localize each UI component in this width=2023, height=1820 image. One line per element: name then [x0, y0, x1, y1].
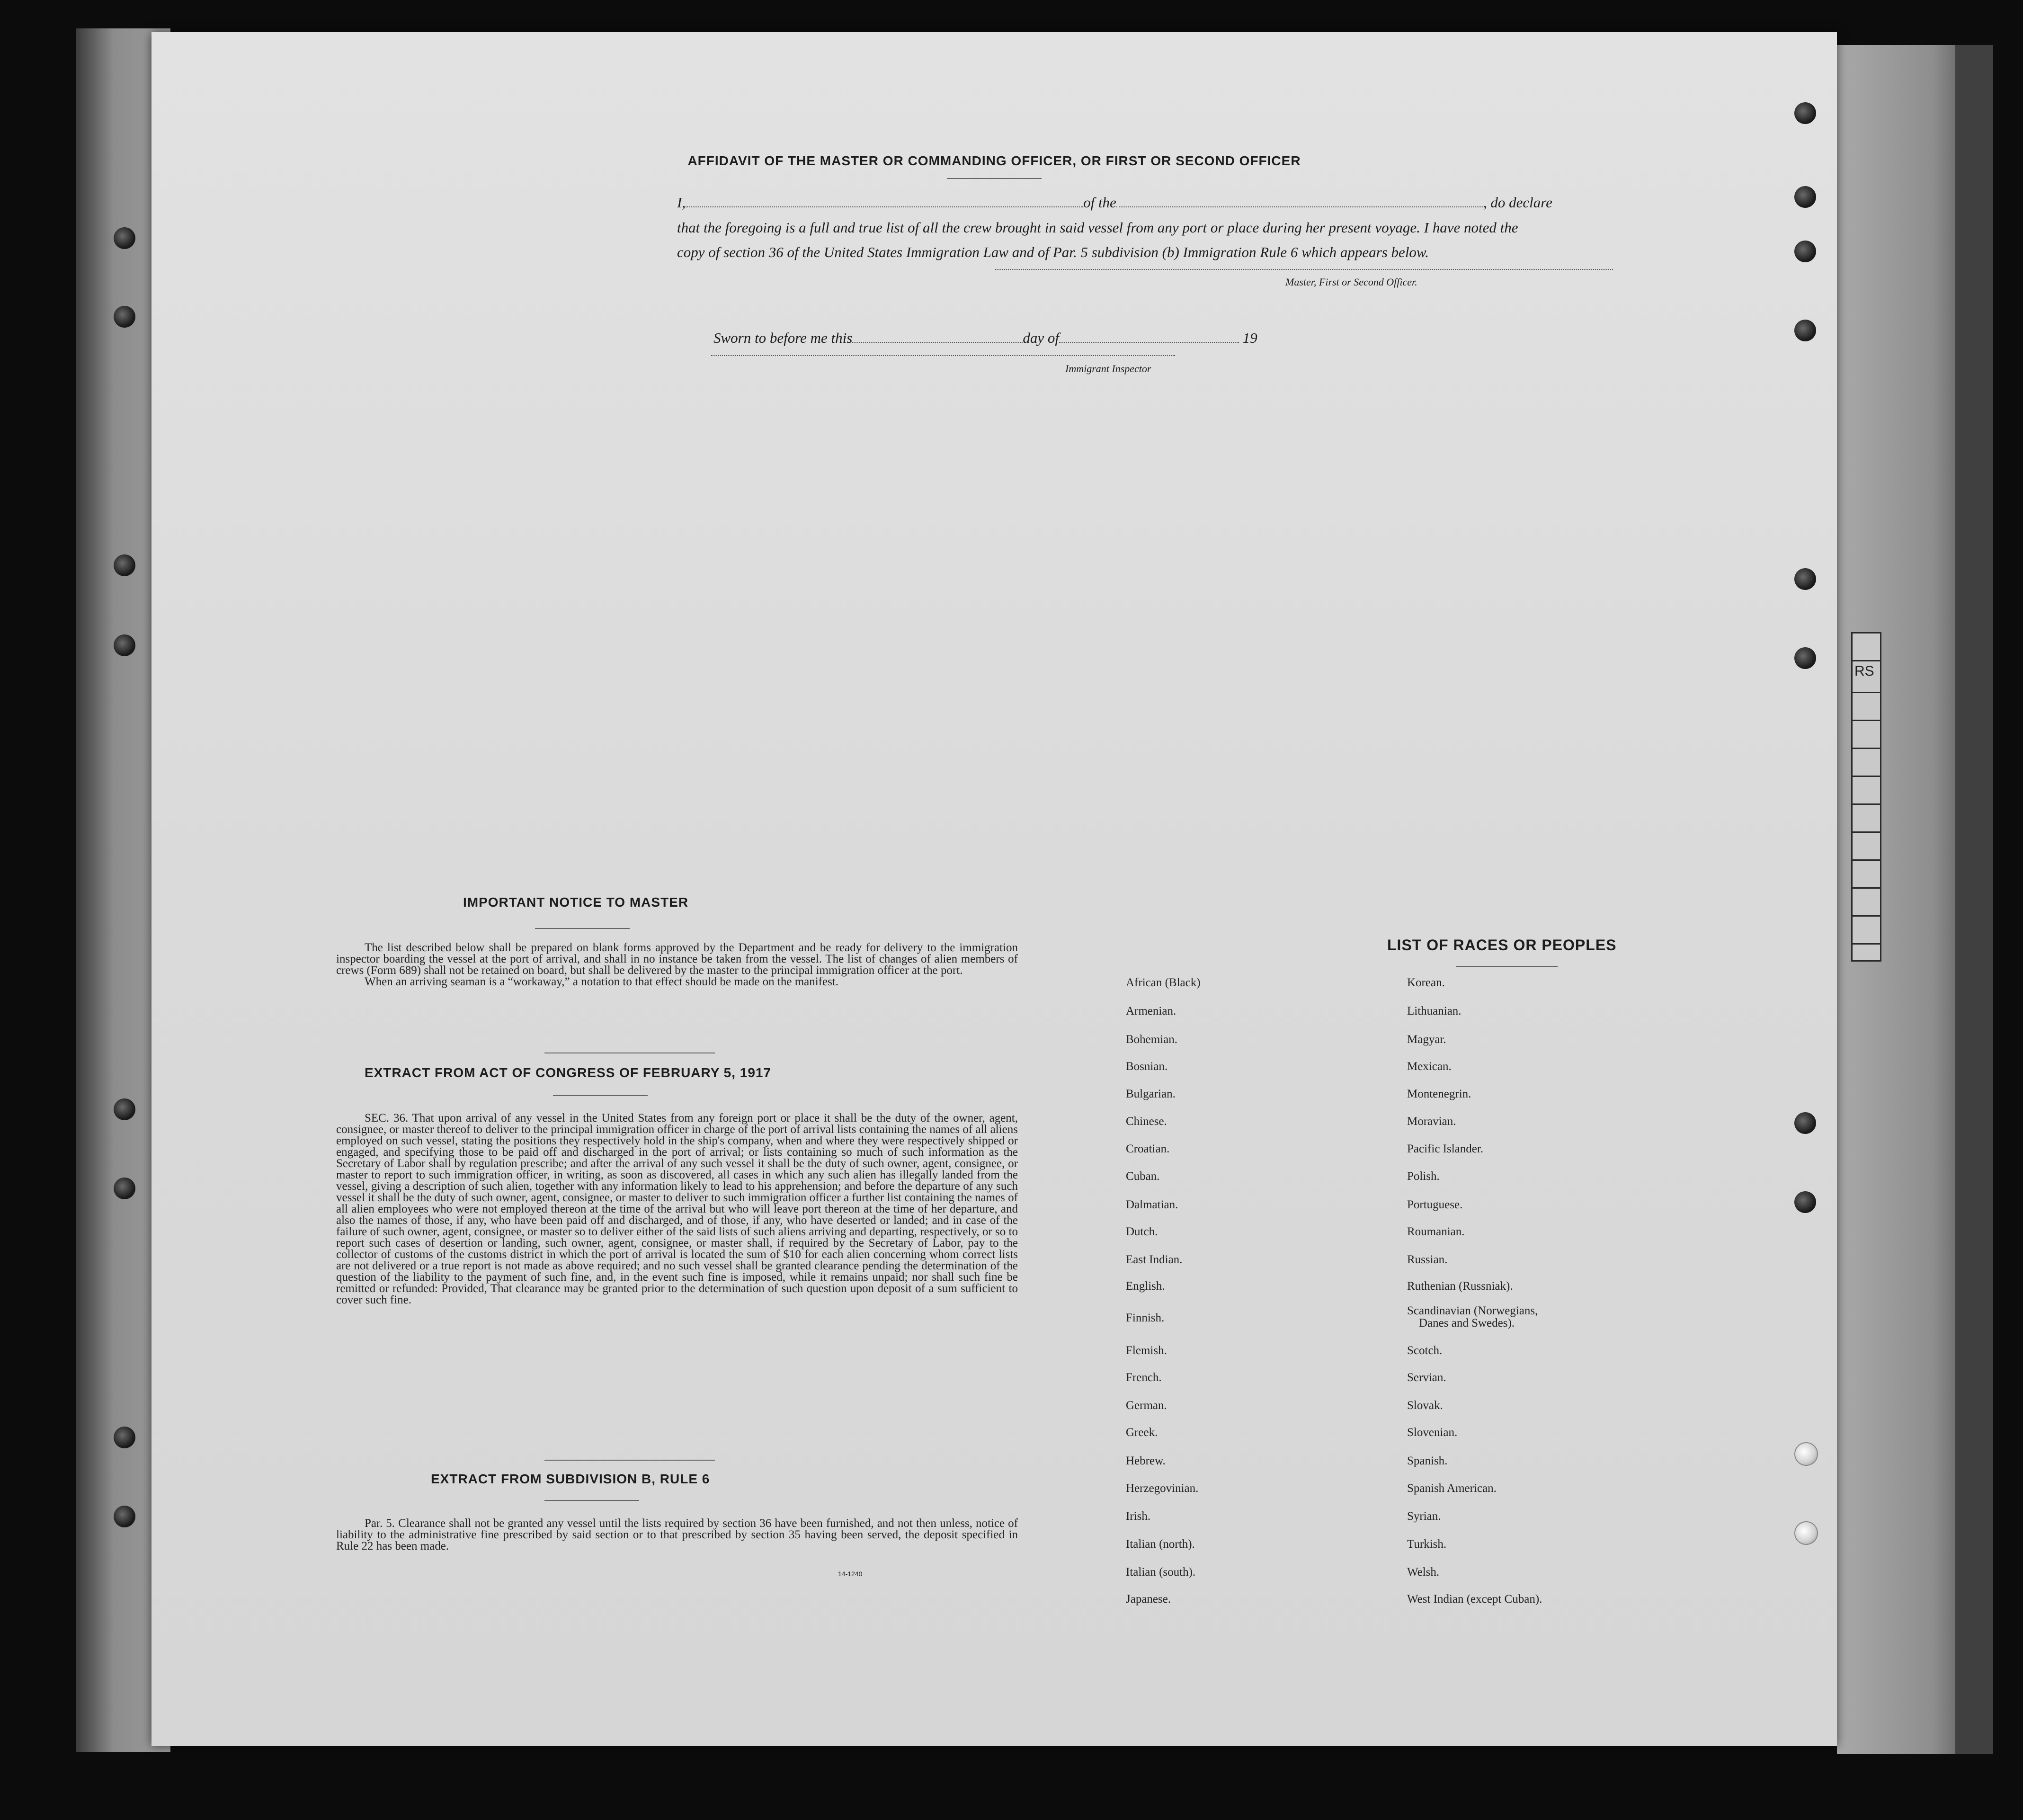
ledger-tab-mark: RS	[1853, 661, 1880, 693]
race-entry: Dalmatian.	[1126, 1198, 1178, 1211]
punch-hole	[1794, 1191, 1816, 1213]
race-entry: Bulgarian.	[1126, 1088, 1176, 1100]
race-entry: Hebrew.	[1126, 1454, 1166, 1467]
rule-title: EXTRACT FROM SUBDIVISION B, RULE 6	[431, 1472, 710, 1486]
sworn-day-of: day of	[1023, 330, 1059, 346]
affidavit-line-3: copy of section 36 of the United States Immigration Law and of Par. 5 subdivision (b) Immigration Rule 6 which appears below.	[677, 244, 1429, 260]
race-entry: Welsh.	[1407, 1566, 1440, 1579]
race-entry: Lithuanian.	[1407, 1005, 1462, 1017]
race-entry: Finnish.	[1126, 1311, 1165, 1324]
race-entry: Italian (north).	[1126, 1538, 1195, 1551]
races-rule	[1456, 966, 1558, 967]
race-entry: Pacific Islander.	[1407, 1142, 1484, 1155]
punch-hole	[1794, 1112, 1816, 1134]
master-caption: Master, First or Second Officer.	[1285, 276, 1417, 288]
race-entry: Spanish.	[1407, 1454, 1448, 1467]
act-text	[336, 1113, 1018, 1306]
notice-paragraph-2: When an arriving seaman is a “workaway,” a notation to that effect should be made on the manifest.	[365, 975, 839, 988]
sworn-year: 19	[1242, 330, 1257, 346]
punch-hole	[114, 1506, 135, 1527]
punch-hole	[1794, 186, 1816, 208]
race-entry: Syrian.	[1407, 1510, 1441, 1523]
race-entry: Moravian.	[1407, 1115, 1456, 1128]
punch-hole	[1794, 1521, 1818, 1545]
punch-hole	[114, 1178, 135, 1199]
race-entry: Cuban.	[1126, 1170, 1160, 1183]
rule-text	[336, 1518, 1018, 1552]
race-entry: Montenegrin.	[1407, 1088, 1471, 1100]
race-entry: Slovenian.	[1407, 1426, 1458, 1439]
race-entry: West Indian (except Cuban).	[1407, 1593, 1542, 1606]
title-rule	[947, 178, 1042, 179]
affidavit-declare-label: , do declare	[1483, 194, 1552, 211]
affidavit-i-label: I,	[677, 194, 686, 211]
background-board-edge	[1955, 45, 1993, 1754]
ledger-tab-strip	[1851, 632, 1881, 962]
race-entry: French.	[1126, 1371, 1162, 1384]
race-entry: Turkish.	[1407, 1538, 1447, 1551]
notice-rule	[535, 928, 630, 929]
race-entry: Portuguese.	[1407, 1198, 1463, 1211]
manifest-page	[152, 32, 1837, 1746]
master-signature-line[interactable]	[995, 268, 1613, 270]
punch-hole	[1794, 647, 1816, 669]
race-entry: Herzegovinian.	[1126, 1482, 1199, 1495]
act-bottom-rule	[544, 1460, 715, 1461]
act-title: EXTRACT FROM ACT OF CONGRESS OF FEBRUARY 5, 1917	[365, 1065, 772, 1080]
race-entry: Korean.	[1407, 976, 1445, 989]
punch-hole	[1794, 320, 1816, 341]
race-entry: Dutch.	[1126, 1225, 1158, 1238]
sworn-line	[713, 330, 1257, 347]
vessel-blank[interactable]	[1116, 206, 1483, 207]
race-entry: Chinese.	[1126, 1115, 1167, 1128]
race-entry: Servian.	[1407, 1371, 1446, 1384]
race-entry: Scandinavian (Norwegians, Danes and Swedes).	[1407, 1304, 1538, 1329]
affidavit-declaration-line	[677, 194, 1617, 211]
inspector-signature-line[interactable]	[711, 354, 1175, 356]
race-entry: Scotch.	[1407, 1344, 1443, 1357]
race-entry: Slovak.	[1407, 1399, 1443, 1412]
race-entry: Spanish American.	[1407, 1482, 1497, 1495]
race-entry: African (Black)	[1126, 976, 1201, 989]
act-section-36: SEC. 36. That upon arrival of any vessel in the United States from any foreign port or place it shall be the duty of the owner, agent, consignee, or master thereof to deliver to the principal immigration officer in charge of the port of arrival lists containing the names of all aliens employed on such vessel, stating the positions they respectively hold in the ship's company, when and where they were respectively shipped or engaged, and specifying those to be paid off and discharged in the port of arrival; or lists containing so much of such information as the Secretary of Labor shall by regulation prescribe; and after the arrival of any such vessel it shall be the duty of such owner, agent, consignee, or master to report to such immigration officer, in writing, as soon as discovered, all cases in which any such alien has illegally landed from the vessel, giving a description of such alien, together with any information likely to lead to his apprehension; and before the departure of any such vessel it shall be the duty of such owner, agent, consignee, or master to deliver to such immigration officer a further list containing the names of all alien employees who were not employed thereon at the time of the arrival but who will leave port thereon at the time of her departure, and also the names of those, if any, who have been paid off and discharged, and of those, if any, who have deserted or landed; and in case of the failure of such owner, agent, consignee, or master so to deliver either of the said lists of such aliens arriving and departing, respectively, or so to report such cases of desertion or landing, such owner, agent, consignee, or master shall, if required by the Secretary of Labor, pay to the collector of customs of the customs district in which the port of arrival is located the sum of $10 for each alien concerning whom correct lists are not delivered or a true report is not made as above required; and no such vessel shall be granted clearance pending the determination of the question of the liability to the payment of such fine, and, in the event such fine is imposed, while it remains unpaid; nor shall such fine be remitted or refunded: Provided, That clearance may be granted prior to the determination of such question upon deposit of a sum sufficient to cover such fine.	[336, 1112, 1018, 1306]
punch-hole	[114, 306, 135, 328]
race-entry: Greek.	[1126, 1426, 1158, 1439]
punch-hole	[1794, 568, 1816, 590]
race-entry: Mexican.	[1407, 1060, 1452, 1073]
rule-paragraph-5: Par. 5. Clearance shall not be granted any vessel until the lists required by section 36 have been furnished, and not then unless, notice of liability to the administrative fine prescribed by said section or to that prescribed by section 35 having been served, the deposit specified in Rule 22 has been made.	[336, 1517, 1018, 1552]
punch-hole	[114, 554, 135, 576]
punch-hole	[114, 1427, 135, 1448]
race-entry: Bosnian.	[1126, 1060, 1168, 1073]
name-blank[interactable]	[686, 206, 1083, 207]
race-entry: Bohemian.	[1126, 1033, 1178, 1046]
race-entry: German.	[1126, 1399, 1167, 1412]
sworn-prefix: Sworn to before me this	[713, 330, 853, 346]
punch-hole	[114, 634, 135, 656]
race-entry: Russian.	[1407, 1253, 1448, 1266]
sworn-month-blank[interactable]	[1059, 342, 1239, 343]
race-entry: Polish.	[1407, 1170, 1440, 1183]
notice-paragraph-1: The list described below shall be prepared on blank forms approved by the Department and be ready for delivery to the immigration inspector boarding the vessel at the port of arrival, and shall in no instance be taken from the vessel. The list of changes of alien members of crews (Form 689) shall not be retained on board, but shall be delivered by the master to the principal immigration officer at the port.	[336, 941, 1018, 977]
punch-hole	[114, 227, 135, 249]
punch-hole	[114, 1098, 135, 1120]
races-title: LIST OF RACES OR PEOPLES	[1387, 937, 1617, 954]
rule-rule	[544, 1500, 639, 1501]
race-entry: Armenian.	[1126, 1005, 1176, 1017]
race-entry: Ruthenian (Russniak).	[1407, 1280, 1513, 1293]
punch-hole	[1794, 102, 1816, 124]
affidavit-of-the-label: of the	[1083, 194, 1116, 211]
act-rule	[553, 1095, 648, 1096]
inspector-caption: Immigrant Inspector	[1065, 363, 1151, 375]
notice-text	[336, 942, 1018, 988]
affidavit-title: AFFIDAVIT OF THE MASTER OR COMMANDING OFFICER, OR FIRST OR SECOND OFFICER	[687, 153, 1301, 168]
affidavit-line-2: that the foregoing is a full and true list of all the crew brought in said vessel from any port or place during her present voyage. I have noted the	[677, 219, 1518, 236]
race-entry: Roumanian.	[1407, 1225, 1465, 1238]
race-entry: Flemish.	[1126, 1344, 1167, 1357]
race-entry: Croatian.	[1126, 1142, 1170, 1155]
punch-hole	[1794, 1442, 1818, 1466]
race-entry: English.	[1126, 1280, 1165, 1293]
race-entry: East Indian.	[1126, 1253, 1183, 1266]
race-entry: Irish.	[1126, 1510, 1151, 1523]
form-number: 14-1240	[838, 1570, 863, 1578]
punch-hole	[1794, 241, 1816, 262]
notice-title: IMPORTANT NOTICE TO MASTER	[463, 895, 689, 910]
race-entry: Japanese.	[1126, 1593, 1171, 1606]
sworn-day-blank[interactable]	[852, 342, 1023, 343]
race-entry: Italian (south).	[1126, 1566, 1196, 1579]
race-entry: Magyar.	[1407, 1033, 1446, 1046]
